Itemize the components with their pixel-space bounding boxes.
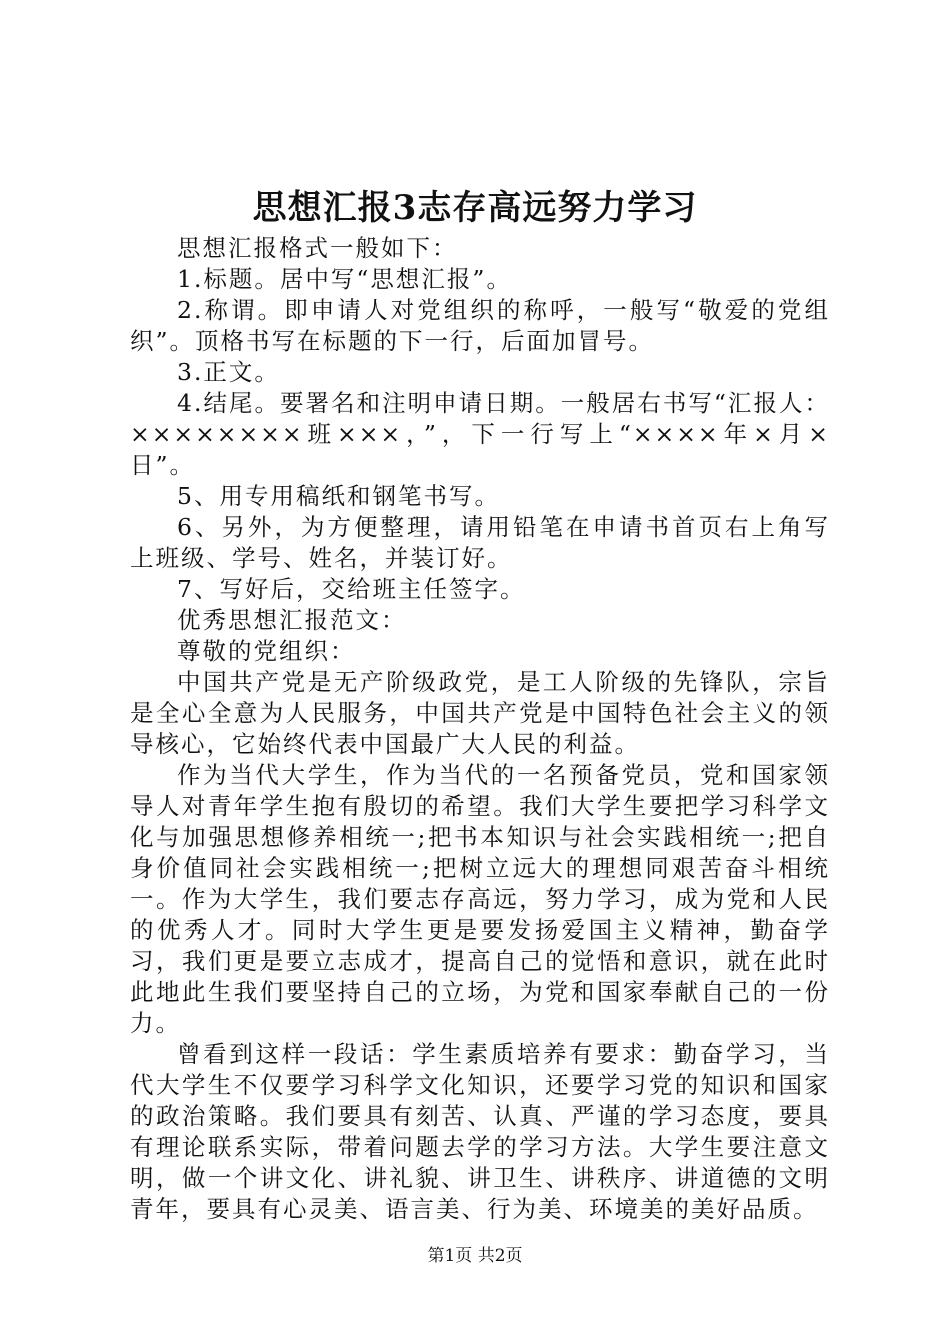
paragraph: 2.称谓。即申请人对党组织的称呼，一般写“敬爱的党组织”。顶格书写在标题的下一行，后面加冒号。 (130, 296, 830, 355)
paragraph: 优秀思想汇报范文： (177, 606, 407, 634)
paragraph: 6、另外，为方便整理，请用铅笔在申请书首页右上角写上班级、学号、姓名，并装订好。 (130, 513, 830, 572)
paragraph: 1.标题。居中写“思想汇报”。 (177, 265, 512, 293)
paragraph: 4.结尾。要署名和注明申请日期。一般居右书写“汇报人：××××××××班×××，”，下一行写上“××××年×月×日”。 (130, 389, 830, 479)
page-number-footer: 第1页 共2页 (427, 1246, 523, 1266)
paragraph: 3.正文。 (177, 358, 280, 386)
paragraph: 思想汇报格式一般如下： (177, 234, 458, 262)
page-title: 思想汇报3志存高远努力学习 (252, 188, 698, 228)
paragraph: 7、写好后，交给班主任签字。 (177, 575, 526, 603)
paragraph: 作为当代大学生，作为当代的一名预备党员，党和国家领导人对青年学生抱有殷切的希望。我们大学生要把学习科学文化与加强思想修养相统一;把书本知识与社会实践相统一;把自身价值同社会实践相统一;把树立远大的理想同艰苦奋斗相统一。作为大学生，我们要志存高远，努力学习，成为党和人民的优秀人才。同时大学生更是要发扬爱国主义精神，勤奋学习，我们更是要立志成才，提高自己的觉悟和意识，就在此时此地此生我们要坚持自己的立场，为党和国家奉献自己的一份力。 (130, 761, 830, 1037)
document-body (130, 233, 830, 1225)
paragraph: 尊敬的党组织： (177, 637, 356, 665)
paragraph: 5、用专用稿纸和钢笔书写。 (177, 482, 500, 510)
paragraph: 曾看到这样一段话：学生素质培养有要求：勤奋学习，当代大学生不仅要学习科学文化知识，还要学习党的知识和国家的政治策略。我们要具有刻苦、认真、严谨的学习态度，要具有理论联系实际，带着问题去学的学习方法。大学生要注意文明，做一个讲文化、讲礼貌、讲卫生、讲秩序、讲道德的文明青年，要具有心灵美、语言美、行为美、环境美的美好品质。 (130, 1040, 830, 1223)
paragraph: 中国共产党是无产阶级政党，是工人阶级的先锋队，宗旨是全心全意为人民服务，中国共产党是中国特色社会主义的领导核心，它始终代表中国最广大人民的利益。 (130, 668, 830, 758)
